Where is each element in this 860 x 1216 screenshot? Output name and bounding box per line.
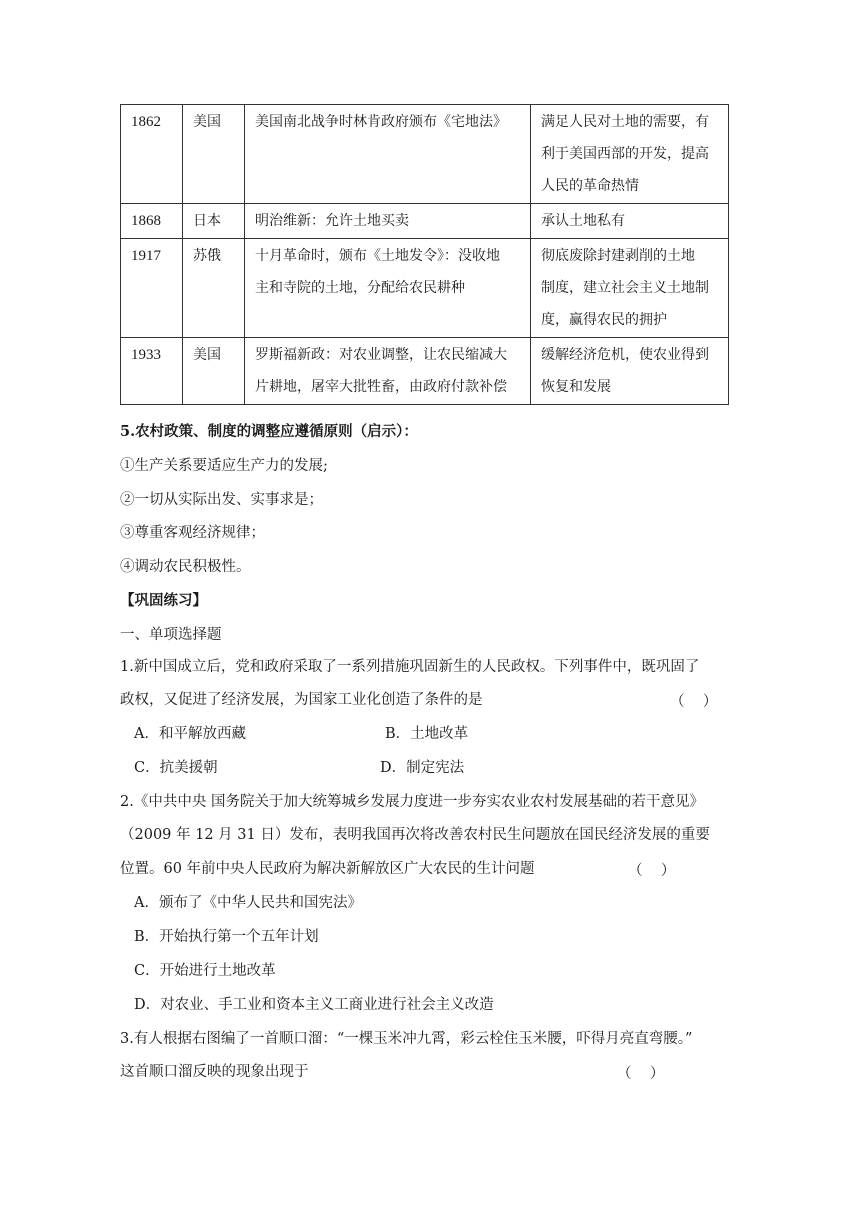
answer-blank: （ ） [628, 863, 676, 879]
practice-heading: 【巩固练习】 [120, 592, 207, 609]
year-cell [121, 204, 183, 239]
country-cell [183, 105, 245, 204]
effect-line: 利于美国西部的开发，提高 [541, 146, 709, 162]
table-row [121, 239, 729, 338]
question-2-line: 2.《中共中央 国务院关于加大统筹城乡发展力度进一步夯实农业农村发展基础的若干意见》 [120, 794, 704, 810]
effect-cell [531, 239, 729, 338]
event-line: 美国南北战争时林肯政府颁布《宅地法》 [255, 114, 507, 130]
event-line: 罗斯福新政：对农业调整，让农民缩减大 [255, 347, 507, 363]
event-line: 十月革命时，颁布《土地发令》：没收地 [255, 248, 500, 264]
question-1-line: 1.新中国成立后，党和政府采取了一系列措施巩固新生的人民政权。下列事件中，既巩固了 [120, 659, 700, 675]
effect-cell [531, 105, 729, 204]
event-cell [245, 204, 531, 239]
country-cell [183, 204, 245, 239]
country-text: 美国 [193, 114, 221, 130]
event-line: 明治维新：允许土地买卖 [255, 213, 409, 229]
year-text: 1868 [131, 213, 161, 229]
year-cell [121, 239, 183, 338]
principle-item: ②一切从实际出发、实事求是； [120, 492, 323, 508]
country-text: 苏俄 [193, 248, 221, 264]
effect-line: 人民的革命热情 [541, 178, 639, 194]
year-cell [121, 105, 183, 204]
question-2-line: （2009 年 12 月 31 日）发布，表明我国再次将改善农村民生问题放在国民经济发展的重要 [120, 827, 710, 843]
option-d: D．对农业、手工业和资本主义工商业进行社会主义改造 [134, 997, 494, 1013]
effect-line: 度，赢得农民的拥护 [541, 312, 667, 328]
section5-heading: 5.农村政策、制度的调整应遵循原则（启示）： [120, 423, 418, 440]
year-text: 1917 [131, 248, 161, 264]
option-b: B．土地改革 [385, 726, 469, 742]
country-cell [183, 239, 245, 338]
land-policy-table [120, 104, 729, 405]
effect-cell [531, 338, 729, 405]
year-text: 1862 [131, 114, 161, 130]
option-a: A．颁布了《中华人民共和国宪法》 [134, 895, 362, 911]
effect-line: 彻底废除封建剥削的土地 [541, 248, 695, 264]
option-c: C．抗美援朝 [134, 760, 218, 776]
principle-item: ①生产关系要适应生产力的发展; [120, 458, 328, 474]
country-text: 日本 [193, 213, 221, 229]
answer-blank: （ ） [617, 1066, 665, 1082]
question-2-line: 位置。60 年前中央人民政府为解决新解放区广大农民的生计问题 [120, 861, 535, 877]
event-line: 主和寺院的土地，分配给农民耕种 [255, 280, 465, 296]
table-row [121, 338, 729, 405]
question-1-line: 政权，又促进了经济发展，为国家工业化创造了条件的是 [120, 692, 483, 708]
effect-line: 满足人民对土地的需要，有 [541, 114, 709, 130]
part-heading: 一、单项选择题 [120, 627, 222, 643]
answer-blank: （ ） [670, 694, 718, 710]
country-cell [183, 338, 245, 405]
option-b: B．开始执行第一个五年计划 [134, 929, 319, 945]
effect-line: 制度，建立社会主义土地制 [541, 280, 709, 296]
event-cell [245, 239, 531, 338]
option-a: A．和平解放西藏 [134, 726, 246, 742]
event-line: 片耕地，屠宰大批牲畜，由政府付款补偿 [255, 379, 507, 395]
event-cell [245, 338, 531, 405]
event-cell [245, 105, 531, 204]
question-3-line: 3.有人根据右图编了一首顺口溜：“一棵玉米冲九霄，彩云栓住玉米腰，吓得月亮直弯腰。” [120, 1031, 693, 1047]
option-d: D．制定宪法 [380, 760, 465, 776]
option-c: C．开始进行土地改革 [134, 963, 276, 979]
country-text: 美国 [193, 347, 221, 363]
year-cell [121, 338, 183, 405]
effect-line: 承认土地私有 [541, 213, 625, 229]
principle-item: ③尊重客观经济规律； [120, 525, 265, 541]
year-text: 1933 [131, 347, 161, 363]
question-3-line: 这首顺口溜反映的现象出现于 [120, 1064, 309, 1080]
principle-item: ④调动农民积极性。 [120, 559, 251, 575]
effect-line: 缓解经济危机，使农业得到 [541, 347, 709, 363]
table-row [121, 105, 729, 204]
table-row [121, 204, 729, 239]
effect-line: 恢复和发展 [541, 379, 611, 395]
effect-cell [531, 204, 729, 239]
